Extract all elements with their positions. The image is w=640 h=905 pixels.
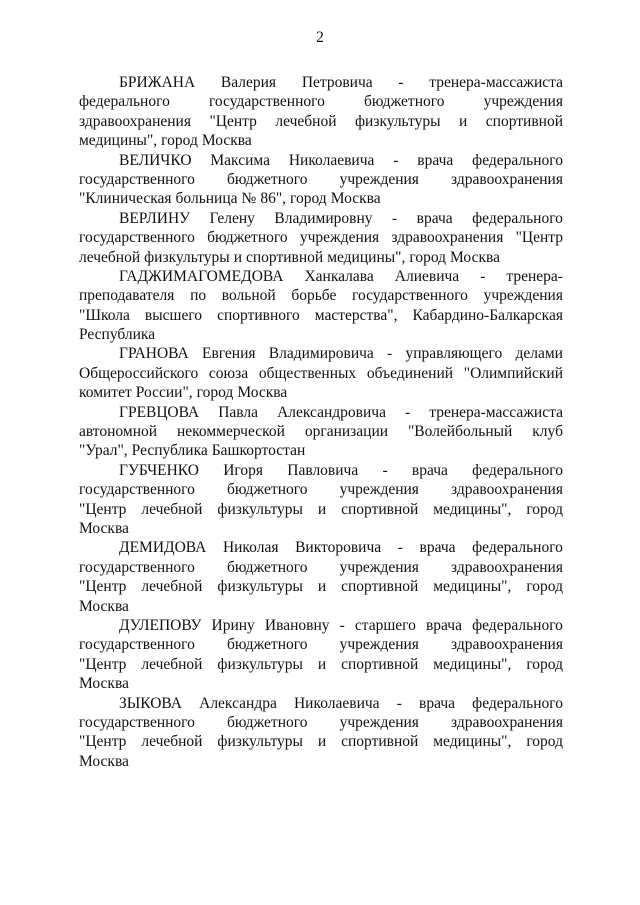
- word: учреждения: [339, 170, 419, 188]
- word: врача: [411, 461, 448, 479]
- word: "Волейбольный: [407, 423, 513, 441]
- word: врача: [417, 151, 454, 169]
- word: -: [397, 539, 403, 557]
- entry-first-line: [79, 344, 563, 363]
- entry-first-line: [79, 267, 563, 286]
- word: бюджетного: [363, 93, 445, 111]
- word: "Школа: [79, 306, 130, 324]
- list-item: [79, 344, 563, 402]
- word: 86",: [260, 190, 287, 208]
- word: клуб: [532, 423, 563, 441]
- word: ВЕЛИЧКО: [119, 151, 192, 169]
- list-item: [79, 538, 563, 616]
- word: лечебной: [141, 655, 203, 673]
- word: "Центр: [515, 229, 563, 247]
- word: БРИЖАНА: [119, 74, 196, 91]
- word: спортивной: [245, 248, 324, 266]
- word: организации: [304, 423, 389, 441]
- entry-line: [79, 713, 563, 732]
- list-item: [79, 209, 563, 267]
- word: ДУЛЕПОВУ: [119, 616, 202, 634]
- word: старшего: [354, 616, 416, 634]
- word: Александра: [199, 694, 277, 712]
- word: тренера-массажиста: [429, 74, 563, 91]
- list-item: [79, 73, 563, 151]
- word: Гелену: [209, 209, 255, 227]
- word: Максима: [210, 151, 270, 169]
- word: "Центр: [79, 655, 127, 673]
- word: учреждения: [339, 636, 419, 654]
- word: и: [459, 112, 468, 130]
- word: "Центр: [79, 733, 127, 751]
- word: и: [317, 500, 327, 518]
- word: государственного: [79, 170, 195, 188]
- word: -: [405, 403, 411, 421]
- word: лечебной: [275, 112, 337, 130]
- word: здравоохранения: [79, 112, 191, 130]
- word: физкультуры: [354, 112, 441, 130]
- word: управляющего: [405, 345, 503, 363]
- word: Москва: [450, 248, 500, 266]
- word: -: [391, 209, 398, 227]
- entry-line: [79, 306, 563, 325]
- word: город: [196, 384, 234, 402]
- entry-line: [79, 286, 563, 305]
- word: бюджетного: [226, 170, 308, 188]
- word: Николая: [222, 539, 279, 557]
- word: ЗЫКОВА: [119, 694, 182, 712]
- word: Кабардино-Балкарская: [412, 306, 563, 324]
- word: Республика: [131, 442, 208, 460]
- word: Игоря: [223, 461, 263, 479]
- entry-line: [79, 170, 563, 189]
- word: федерального: [472, 209, 563, 227]
- word: ДЕМИДОВА: [119, 539, 207, 557]
- word: лечебной: [79, 248, 141, 266]
- word: врача: [419, 694, 456, 712]
- word: город: [526, 733, 563, 751]
- word: Башкортостан: [211, 442, 306, 460]
- entry-first-line: [79, 694, 563, 713]
- word: врача: [419, 539, 456, 557]
- word: федерального: [79, 93, 170, 111]
- entry-line: [79, 519, 563, 538]
- word: Павла: [218, 403, 259, 421]
- word: бюджетного: [226, 713, 308, 731]
- entry-line: [79, 131, 563, 150]
- word: учреждения: [483, 287, 563, 305]
- word: -: [396, 694, 402, 712]
- entry-line: [79, 112, 563, 131]
- word: государственного: [79, 481, 195, 499]
- word: физкультуры: [144, 248, 230, 266]
- word: медицины",: [327, 248, 406, 266]
- word: автономной: [79, 423, 158, 441]
- word: бюджетного: [226, 481, 308, 499]
- word: федерального: [472, 539, 563, 557]
- word: бюджетного: [226, 558, 308, 576]
- word: физкультуры: [217, 733, 303, 751]
- word: Москва: [79, 519, 129, 537]
- word: физкультуры: [217, 500, 303, 518]
- word: Валерия: [220, 74, 277, 91]
- word: федерального: [472, 151, 563, 169]
- word: государственного: [79, 558, 195, 576]
- word: учреждения: [339, 713, 419, 731]
- word: учреждения: [339, 558, 419, 576]
- word: город: [526, 500, 563, 518]
- entry-line: [79, 422, 563, 441]
- word: спортивного: [217, 306, 300, 324]
- word: здравоохранения: [451, 636, 563, 654]
- word: здравоохранения: [451, 713, 563, 731]
- word: Алиевича: [394, 267, 460, 285]
- word: общественных: [258, 364, 357, 382]
- list-item: [79, 694, 563, 772]
- word: "Центр: [79, 578, 127, 596]
- word: делами: [515, 345, 563, 363]
- entry-line: [79, 92, 563, 111]
- list-item: [79, 403, 563, 461]
- word: физкультуры: [217, 578, 303, 596]
- word: России",: [135, 384, 193, 402]
- entry-line: [79, 597, 563, 616]
- word: Владимировича: [268, 345, 374, 363]
- word: здравоохранения: [451, 481, 563, 499]
- word: город: [409, 248, 447, 266]
- word: федерального: [472, 461, 563, 479]
- list-item: [79, 461, 563, 539]
- word: "Олимпийский: [463, 364, 563, 382]
- entry-first-line: [79, 616, 563, 635]
- word: ГАДЖИМАГОМЕДОВА: [119, 267, 284, 285]
- word: борьбе: [291, 287, 337, 305]
- word: город: [290, 190, 327, 208]
- word: Москва: [330, 190, 381, 208]
- word: государственного: [208, 93, 325, 111]
- word: "Урал",: [79, 442, 128, 460]
- word: больница: [175, 190, 238, 208]
- word: "Клиническая: [79, 190, 172, 208]
- word: и: [233, 248, 242, 266]
- word: город: [526, 578, 563, 596]
- entry-line: [79, 500, 563, 519]
- word: государственного: [79, 636, 195, 654]
- word: медицины",: [433, 733, 512, 751]
- word: Александровича: [277, 403, 386, 421]
- entry-first-line: [79, 151, 563, 170]
- entry-line: [79, 325, 563, 344]
- word: Евгения: [201, 345, 256, 363]
- word: -: [382, 461, 388, 479]
- word: федерального: [472, 616, 563, 634]
- word: город: [526, 655, 563, 673]
- word: -: [339, 616, 345, 634]
- word: врача: [425, 616, 462, 634]
- word: и: [317, 578, 327, 596]
- word: Москва: [79, 675, 129, 693]
- word: государственного: [352, 287, 468, 305]
- word: тренера-массажиста: [429, 403, 563, 421]
- word: Павловича: [287, 461, 359, 479]
- entry-line: [79, 383, 563, 402]
- entry-line: [79, 732, 563, 751]
- word: Николаевича: [293, 694, 380, 712]
- word: ГУБЧЕНКО: [119, 461, 199, 479]
- entry-first-line: [79, 538, 563, 557]
- word: Владимировну: [274, 209, 373, 227]
- word: спортивной: [485, 112, 563, 130]
- word: Москва: [79, 752, 129, 770]
- word: лечебной: [141, 733, 203, 751]
- word: тренера-: [506, 267, 563, 285]
- entry-line: [79, 228, 563, 247]
- word: физкультуры: [217, 655, 303, 673]
- word: Общероссийского: [79, 364, 199, 382]
- word: Ханкалава: [304, 267, 374, 285]
- word: Москва: [79, 597, 129, 615]
- list-item: [79, 616, 563, 694]
- word: спортивной: [341, 500, 419, 518]
- word: медицины",: [433, 500, 512, 518]
- entry-line: [79, 441, 563, 460]
- word: и: [317, 733, 327, 751]
- entry-line: [79, 248, 563, 267]
- list-item: [79, 267, 563, 345]
- entry-line: [79, 674, 563, 693]
- word: -: [398, 74, 404, 91]
- word: государственного: [79, 229, 195, 247]
- entry-first-line: [79, 461, 563, 480]
- word: союза: [208, 364, 249, 382]
- word: бюджетного: [207, 229, 288, 247]
- entry-line: [79, 364, 563, 383]
- word: учреждения: [483, 93, 563, 111]
- entry-first-line: [79, 209, 563, 228]
- word: учреждения: [339, 481, 419, 499]
- word: медицины",: [433, 655, 512, 673]
- word: Викторовича: [295, 539, 382, 557]
- entry-line: [79, 577, 563, 596]
- word: по: [190, 287, 207, 305]
- entries-list: [79, 73, 563, 771]
- word: Петровича: [301, 74, 373, 91]
- word: спортивной: [341, 655, 419, 673]
- word: -: [393, 151, 399, 169]
- word: лечебной: [141, 500, 203, 518]
- word: преподавателя: [79, 287, 175, 305]
- entry-first-line: [79, 73, 563, 92]
- entry-line: [79, 480, 563, 499]
- word: бюджетного: [226, 636, 308, 654]
- word: Республика: [79, 326, 156, 344]
- word: федерального: [472, 694, 563, 712]
- word: здравоохранения: [451, 170, 563, 188]
- word: ВЕРЛИНУ: [119, 209, 191, 227]
- entry-line: [79, 655, 563, 674]
- word: город: [161, 132, 198, 150]
- word: и: [317, 655, 327, 673]
- word: здравоохранения: [451, 558, 563, 576]
- word: объединений: [366, 364, 454, 382]
- entry-line: [79, 635, 563, 654]
- word: государственного: [79, 713, 195, 731]
- word: здравоохранения: [391, 229, 504, 247]
- word: "Центр: [209, 112, 257, 130]
- word: ГРАНОВА: [119, 345, 189, 363]
- word: мастерства",: [314, 306, 398, 324]
- word: комитет: [79, 384, 132, 402]
- word: "Центр: [79, 500, 127, 518]
- word: Ирину: [211, 616, 255, 634]
- word: вольной: [221, 287, 276, 305]
- word: спортивной: [341, 733, 419, 751]
- word: Николаевича: [288, 151, 375, 169]
- list-item: [79, 151, 563, 209]
- word: Ивановну: [264, 616, 330, 634]
- entry-line: [79, 558, 563, 577]
- word: высшего: [144, 306, 203, 324]
- word: Москва: [201, 132, 252, 150]
- word: №: [241, 190, 257, 208]
- word: медицины",: [433, 578, 512, 596]
- word: лечебной: [141, 578, 203, 596]
- word: -: [387, 345, 393, 363]
- word: Москва: [237, 384, 288, 402]
- entry-line: [79, 189, 563, 208]
- word: спортивной: [341, 578, 419, 596]
- page-number: 2: [316, 29, 324, 46]
- word: врача: [416, 209, 453, 227]
- word: медицины",: [79, 132, 158, 150]
- word: ГРЕВЦОВА: [119, 403, 200, 421]
- entry-first-line: [79, 403, 563, 422]
- word: некоммерческой: [176, 423, 285, 441]
- word: -: [480, 267, 486, 285]
- word: учреждения: [299, 229, 380, 247]
- entry-line: [79, 752, 563, 771]
